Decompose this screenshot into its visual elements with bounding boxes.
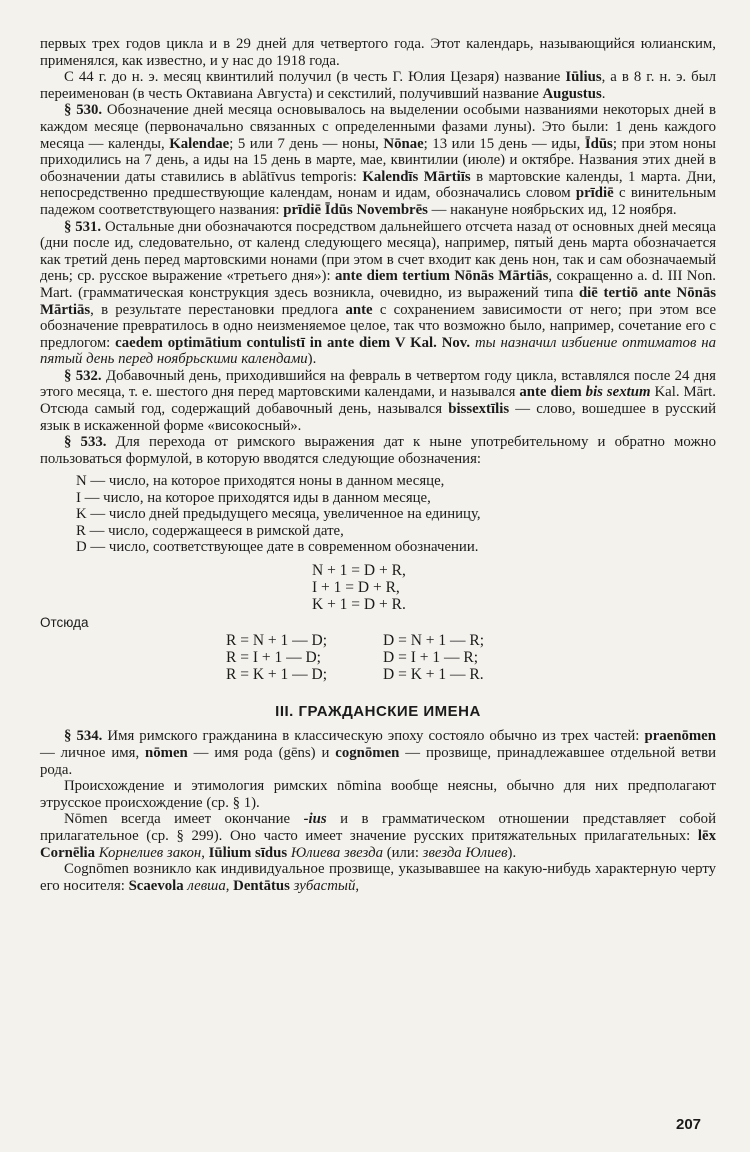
text: Kal. Mārt. Отсюда самый год, содержащий добавочный день, назывался xyxy=(40,384,716,418)
translation: Юлиева звезда xyxy=(287,844,383,861)
text: Остальные дни обозначаются посредством дальнейшего отсчета назад от основных дней месяца (дни после ид, следовательно, от календ следующего месяца), например, пятый день марта обозначается как третий день перед мартовскими нонами (при этом в счет входит как день нон, так и сам обозначаемый день; ср. русское выражение «третьего дня»): xyxy=(40,218,716,285)
latin-term: cognōmen xyxy=(335,745,400,762)
formula-line: D = K + 1 — R. xyxy=(383,666,484,684)
text: ). xyxy=(307,351,317,368)
definition-n: N — число, на которое приходятся ноны в данном месяце, xyxy=(76,473,445,490)
formula-line: R = K + 1 — D; xyxy=(226,666,328,684)
section-530 xyxy=(40,102,716,218)
page-body xyxy=(40,36,716,894)
latin-term: nōmen xyxy=(145,745,188,762)
latin-term: ante diem xyxy=(519,384,586,401)
formula-line: R = I + 1 — D; xyxy=(226,649,321,667)
latin-term: ante xyxy=(345,301,373,318)
text: — прозвище, принадлежавшее отдельной ветви рода. xyxy=(40,745,716,778)
latin-term: Iūlius xyxy=(565,69,602,86)
definition-k: K — число дней предыдущего месяца, увеличенное на единицу, xyxy=(76,506,481,523)
text: Nōmen всегда имеет окончание xyxy=(64,811,304,828)
text: Обозначение дней месяца основывалось на выделении особыми названиями некоторых дней в каждом месяце (первоначально связанных с определенными фазами луны). Это были: 1 день каждого месяца — календы, xyxy=(40,102,716,152)
text: , xyxy=(225,877,234,894)
latin-term: bissextīlis xyxy=(448,401,510,418)
section-number: § 533. xyxy=(64,434,107,451)
text: , xyxy=(201,844,209,861)
paragraph-month-renaming xyxy=(40,69,716,102)
translation: Корнелиев закон xyxy=(95,844,202,861)
latin-example: Iūlium sīdus xyxy=(208,844,288,861)
text: , а в 8 г. н. э. был переименован (в честь Октавиана Августа) и секстилий, получивший название xyxy=(40,69,716,102)
text: , xyxy=(355,877,360,894)
text: — слово, вошедшее в русский язык в искаженной форме «високосный». xyxy=(40,401,716,434)
text: и в грамматическом отношении представляет собой прилагательное (ср. § 299). Оно часто имеет значение русских притяжательных прилагательных: xyxy=(40,811,717,845)
latin-example: caedem optimātium contulistī in ante diem V Kal. Nov. xyxy=(115,334,471,351)
text: . xyxy=(601,85,606,102)
section-531 xyxy=(40,219,716,368)
formula-line: D = N + 1 — R; xyxy=(383,632,485,650)
paragraph-calendar-end xyxy=(40,36,716,69)
formulas-for-d xyxy=(383,632,484,683)
section-number: § 531. xyxy=(64,218,102,235)
latin-term: ante diem tertium Nōnās Mārtiās xyxy=(335,268,549,285)
translation: звезда Юлиев xyxy=(422,844,508,861)
section-534 xyxy=(40,728,716,778)
chapter-heading: III. ГРАЖДАНСКИЕ ИМЕНА xyxy=(275,703,481,721)
latin-term: diē tertiō ante Nōnās Mārtiās xyxy=(40,284,716,318)
latin-term: praenōmen xyxy=(644,728,716,745)
text: ). xyxy=(507,844,517,861)
latin-example: Dentātus xyxy=(233,877,290,894)
hence-label: Отсюда xyxy=(40,615,89,631)
latin-ending: -ius xyxy=(303,811,327,828)
latin-term-emphasis: bis sextum xyxy=(585,384,651,401)
latin-example: Scaevola xyxy=(128,877,184,894)
latin-example: lēx Cornēlia xyxy=(40,828,716,861)
text: с винительным падежом соответствующего названия: xyxy=(40,185,716,218)
text: Имя римского гражданина в классическую эпоху состояло обычно из трех частей: xyxy=(102,728,645,745)
text: , в результате перестановки предлога xyxy=(90,301,346,318)
symbol-definitions xyxy=(76,473,716,555)
text: — имя рода (gēns) и xyxy=(187,745,336,762)
section-number: § 532. xyxy=(64,367,102,384)
definition-d: D — число, соответствующее дате в современном обозначении. xyxy=(76,539,479,556)
section-533 xyxy=(40,434,716,467)
section-number: § 530. xyxy=(64,102,103,119)
section-number: § 534. xyxy=(64,728,103,745)
translation: ты назначил избиение оптиматов на пятый день перед ноябрьскими календами xyxy=(40,334,716,368)
latin-term: prīdiē xyxy=(575,185,614,202)
translation: зубастый xyxy=(289,877,356,894)
definition-i: I — число, на которое приходятся иды в данном месяце, xyxy=(76,489,431,506)
text: ; 5 или 7 день — ноны, xyxy=(229,135,384,152)
formula-line: I + 1 = D + R, xyxy=(312,579,400,597)
formula-line: N + 1 = D + R, xyxy=(312,562,406,580)
text: (или: xyxy=(383,844,423,861)
text: в мартовские календы, 1 марта. Дни, непосредственно предшествующие календам, нонам и идам, обозначались словом xyxy=(40,168,716,202)
text: Cognōmen возникло как индивидуальное прозвище, указывавшее на какую-нибудь характерную черту его носителя: xyxy=(40,861,716,894)
text: ; при этом ноны приходились на 7 день, а иды на 15 день в марте, мае, квинтилии (июле) и октябре. Названия этих дней в обозначении даты ставились в ablātīvus temporis: xyxy=(40,135,716,185)
page-number: 207 xyxy=(676,1116,702,1133)
text: Добавочный день, приходившийся на февраль в четвертом году цикла, вставлялся после 24 дня этого месяца, т. е. шестого дня перед мартовскими календами, и назывался xyxy=(40,367,716,401)
text: — личное имя, xyxy=(40,745,146,762)
latin-term: Nōnae xyxy=(383,135,424,152)
latin-term: Augustus xyxy=(542,85,602,102)
text: Для перехода от римского выражения дат к ныне употребительному и обратно можно пользоваться формулой, в которую вводятся следующие обозначения: xyxy=(40,434,716,467)
text: С 44 г. до н. э. месяц квинтилий получил (в честь Г. Юлия Цезаря) название xyxy=(64,69,566,86)
text: , сокращенно a. d. III Non. Mart. (грамматическая конструкция здесь возникла, очевидно, из выражений типа xyxy=(40,268,716,301)
text: — накануне ноябрьских ид, 12 ноября. xyxy=(427,201,677,218)
latin-term: Kalendae xyxy=(169,135,230,152)
derived-formulas xyxy=(226,632,716,683)
text: ; 13 или 15 день — иды, xyxy=(423,135,585,152)
paragraph-cognomen xyxy=(40,861,716,894)
text: с сохранением зависимости от него; при этом все обозначение превратилось в одно неизменяемое целое, так что возможно было, например, сочетание его с предлогом: xyxy=(40,301,717,351)
base-formulas xyxy=(312,562,716,613)
latin-term: Īdūs xyxy=(584,135,613,152)
latin-term: Kalendīs Mārtiīs xyxy=(362,168,471,185)
latin-term: prīdiē Īdūs Novembrēs xyxy=(283,201,428,218)
formula-line: K + 1 = D + R. xyxy=(312,596,406,614)
paragraph-nomina-origin xyxy=(40,778,716,811)
formulas-for-r xyxy=(226,632,327,683)
translation: левша xyxy=(183,877,226,894)
formula-line: R = N + 1 — D; xyxy=(226,632,328,650)
text: Происхождение и этимология римских nōmina вообще неясны, обычно для них предполагают этрусское происхождение (ср. § 1). xyxy=(40,778,716,811)
definition-r: R — число, содержащееся в римской дате, xyxy=(76,522,344,539)
text: первых трех годов цикла и в 29 дней для четвертого года. Этот календарь, называющийся юлианским, применялся, как известно, и у нас до 1918 года. xyxy=(40,36,716,69)
section-532 xyxy=(40,368,716,434)
paragraph-nomen xyxy=(40,811,716,861)
formula-line: D = I + 1 — R; xyxy=(383,649,478,667)
